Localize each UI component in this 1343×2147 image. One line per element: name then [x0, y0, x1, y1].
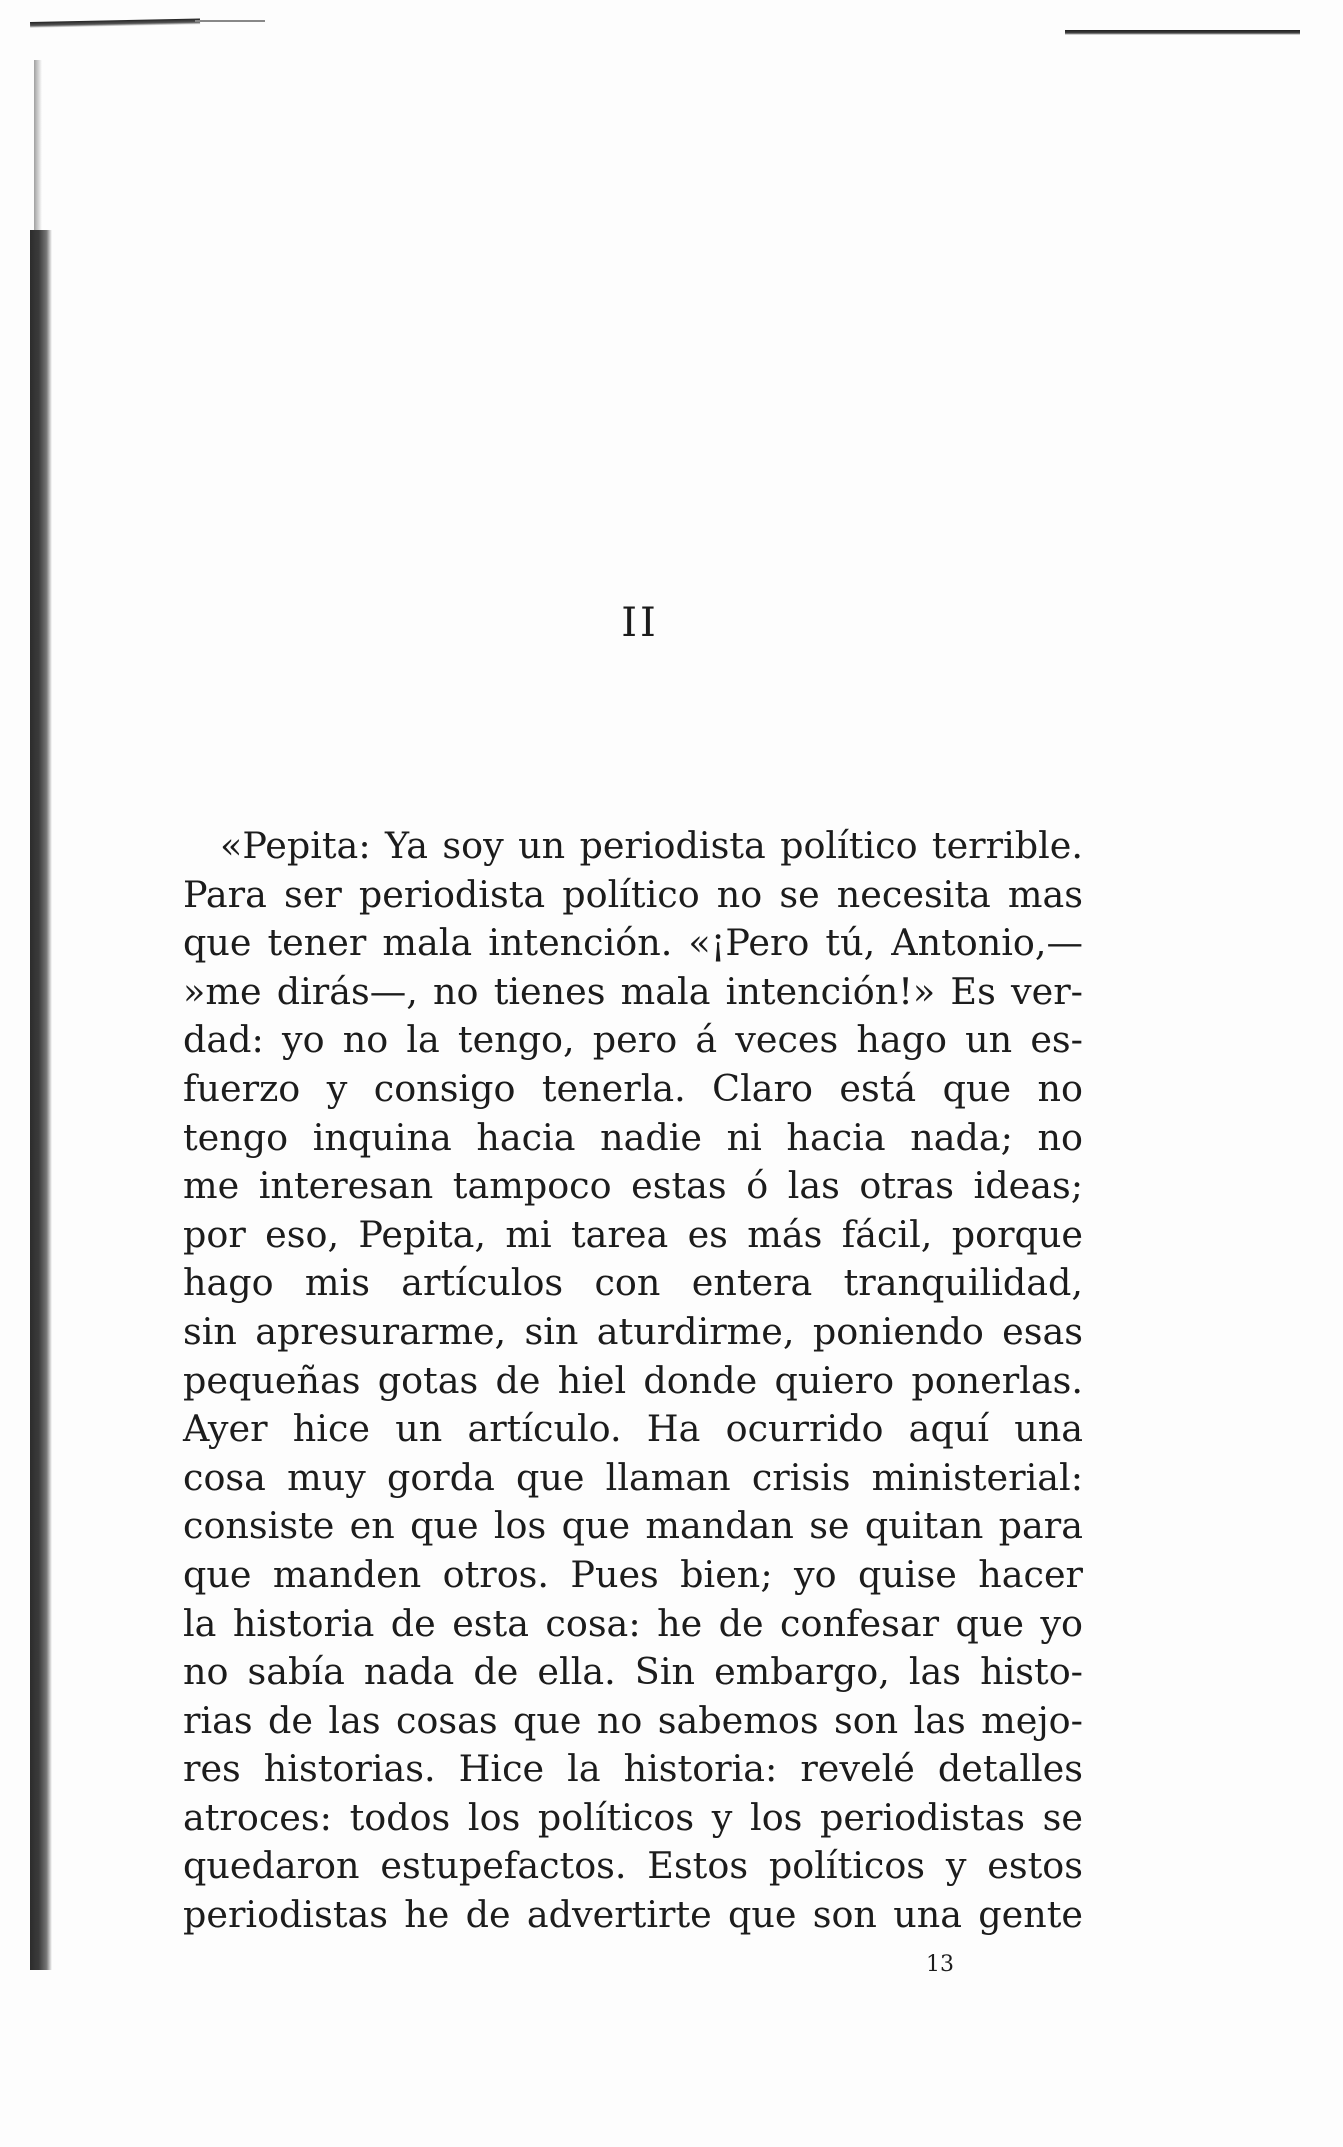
- scan-border-top-right: [1065, 30, 1300, 35]
- text-line: tengo inquina hacia nadie ni hacia nada; no: [183, 1115, 1083, 1159]
- text-line: cosa muy gorda que llaman crisis ministerial:: [183, 1455, 1083, 1499]
- page-number: 13: [926, 1952, 954, 1977]
- scan-border-top-left: [30, 18, 200, 28]
- text-line: atroces: todos los políticos y los periodistas se: [183, 1795, 1083, 1839]
- text-line: sin apresurarme, sin aturdirme, poniendo esas: [183, 1309, 1083, 1353]
- text-line: rias de las cosas que no sabemos son las mejo-: [183, 1698, 1083, 1742]
- text-line: por eso, Pepita, mi tarea es más fácil, porque: [183, 1212, 1083, 1256]
- scan-border-top-left-tail: [195, 20, 265, 22]
- text-line: »me dirás—, no tienes mala intención!» Es ver-: [183, 969, 1083, 1013]
- text-line: res historias. Hice la historia: revelé detalles: [183, 1747, 1083, 1791]
- text-line: periodistas he de advertirte que son una gente: [183, 1893, 1083, 1937]
- text-line: fuerzo y consigo tenerla. Claro está que no: [183, 1066, 1083, 1110]
- text-line: pequeñas gotas de hiel donde quiero ponerlas.: [183, 1358, 1083, 1402]
- scan-edge-left-binding: [30, 230, 52, 1970]
- text-line: que manden otros. Pues bien; yo quise hacer: [183, 1552, 1083, 1596]
- body-text: [183, 822, 1083, 1940]
- text-line: la historia de esta cosa: he de confesar que yo: [183, 1601, 1083, 1645]
- chapter-heading: II: [621, 600, 659, 646]
- text-line: consiste en que los que mandan se quitan para: [183, 1504, 1083, 1548]
- text-line: hago mis artículos con entera tranquilidad,: [183, 1261, 1083, 1305]
- text-line: no sabía nada de ella. Sin embargo, las histo-: [183, 1650, 1083, 1694]
- text-line: me interesan tampoco estas ó las otras ideas;: [183, 1164, 1083, 1208]
- text-line: Ayer hice un artículo. Ha ocurrido aquí una: [183, 1407, 1083, 1451]
- scan-edge-left-upper: [34, 60, 42, 230]
- text-line: Para ser periodista político no se necesita mas: [183, 872, 1083, 916]
- text-line: «Pepita: Ya soy un periodista político terrible.: [220, 824, 1083, 867]
- text-line: dad: yo no la tengo, pero á veces hago un es-: [183, 1018, 1083, 1062]
- text-line: que tener mala intención. «¡Pero tú, Antonio,—: [183, 921, 1083, 965]
- text-line: quedaron estupefactos. Estos políticos y estos: [183, 1844, 1083, 1888]
